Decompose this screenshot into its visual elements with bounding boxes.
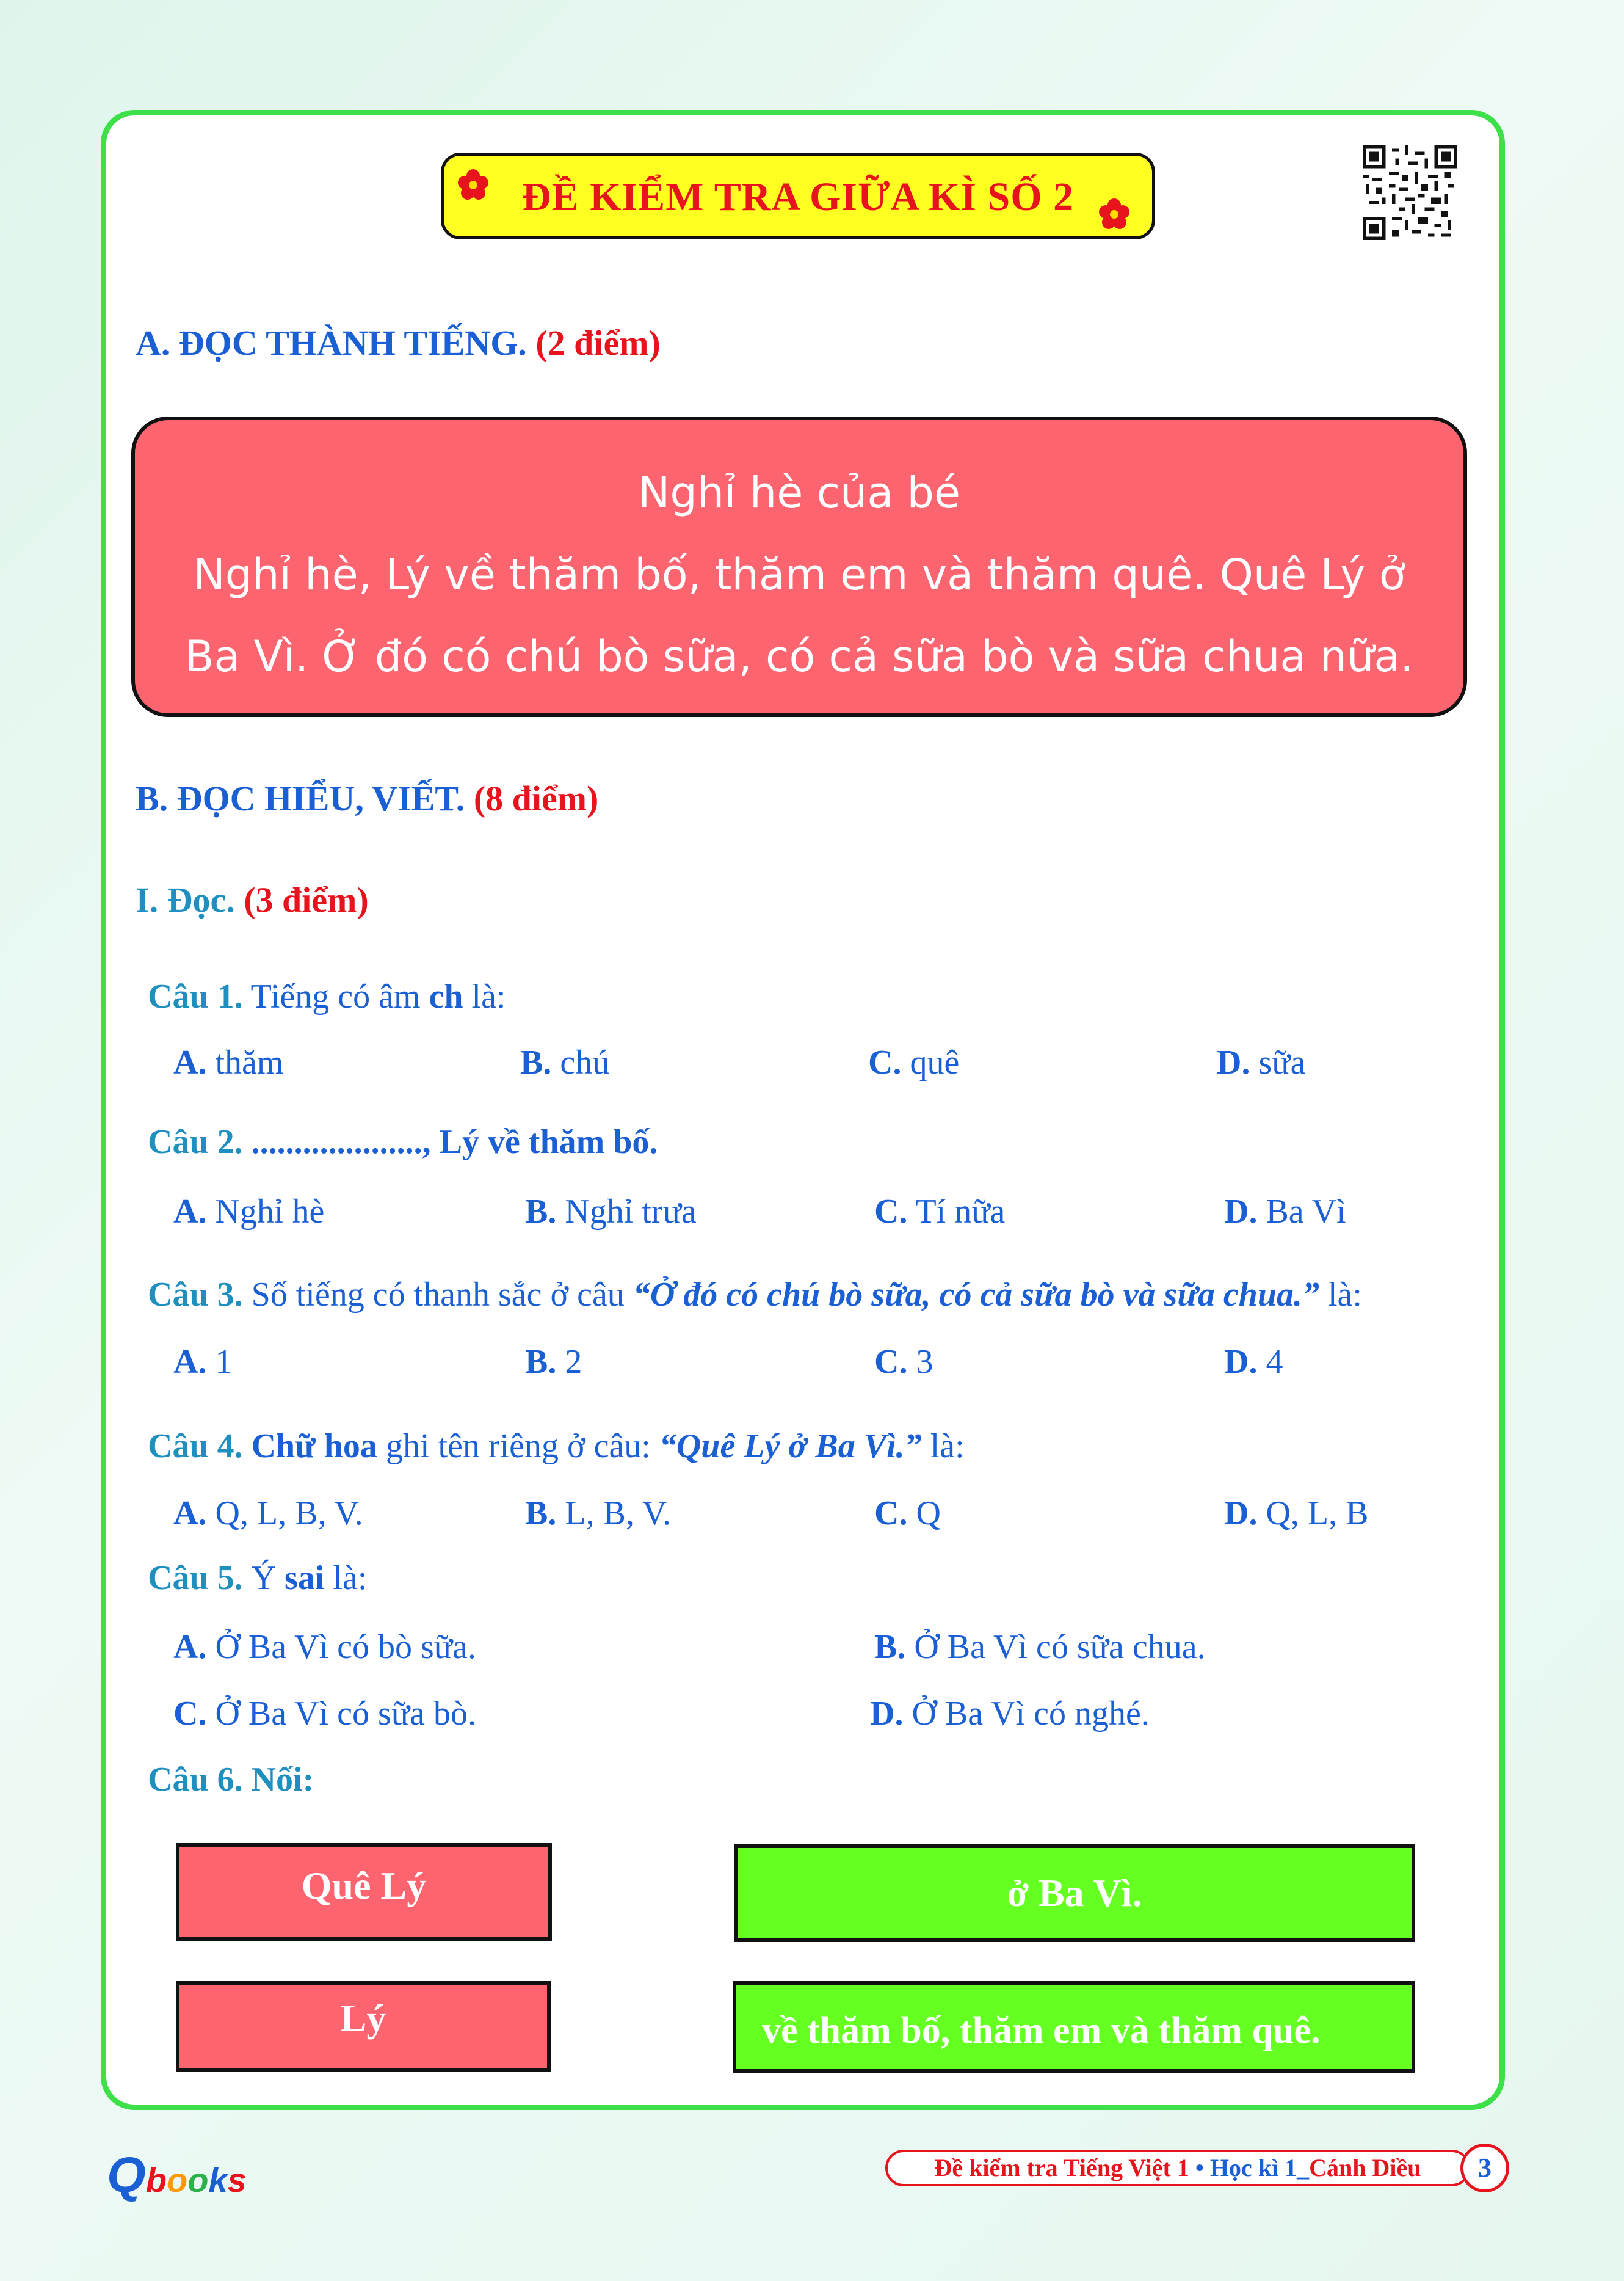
section-a-heading	[136, 322, 661, 363]
q4-option-b[interactable]: B. L, B, V.	[525, 1494, 672, 1532]
qr-code-icon	[1363, 145, 1457, 240]
question-6: Câu 6. Nối:	[148, 1761, 314, 1799]
part-i-label: I. Đọc.	[136, 880, 235, 920]
page-frame	[101, 110, 1505, 2110]
match-left-que-ly[interactable]: Quê Lý	[176, 1843, 552, 1941]
part-i-points: (3 điểm)	[244, 880, 369, 920]
passage-title: Nghỉ hè của bé	[637, 468, 961, 518]
section-b-heading	[136, 778, 598, 819]
q1-option-c[interactable]: C. quê	[868, 1044, 960, 1082]
match-right-o-ba-vi[interactable]: ở Ba Vì.	[734, 1844, 1415, 1942]
q2-option-a[interactable]: A. Nghỉ hè	[173, 1193, 325, 1231]
section-a-label: A. ĐỌC THÀNH TIẾNG.	[136, 323, 527, 363]
q5-option-a[interactable]: A. Ở Ba Vì có bò sữa.	[173, 1628, 476, 1666]
question-5: Câu 5. Ý sai là:	[148, 1559, 368, 1597]
passage-line-1: Nghỉ hè, Lý về thăm bố, thăm em và thăm quê. Quê Lý ở	[193, 550, 1405, 600]
q3-option-d[interactable]: D. 4	[1224, 1343, 1283, 1381]
part-i-heading	[136, 879, 369, 920]
q1-option-b[interactable]: B. chú	[520, 1044, 610, 1082]
q3-option-c[interactable]: C. 3	[874, 1343, 933, 1381]
question-4: Câu 4. Chữ hoa ghi tên riêng ở câu: “Quê Lý ở Ba Vì.” là:	[148, 1427, 965, 1465]
passage-line-2: Ba Vì. Ở đó có chú bò sữa, có cả sữa bò và sữa chua nữa.	[184, 631, 1414, 682]
reading-passage	[131, 417, 1467, 717]
section-b-label: B. ĐỌC HIỂU, VIẾT.	[136, 779, 465, 818]
q4-option-a[interactable]: A. Q, L, B, V.	[173, 1494, 363, 1532]
page-number: 3	[1460, 2144, 1509, 2192]
section-a-points: (2 điểm)	[535, 323, 661, 363]
question-3: Câu 3. Số tiếng có thanh sắc ở câu “Ở đó có chú bò sữa, có cả sữa bò và sữa chua.” là:	[148, 1276, 1362, 1314]
q4-option-c[interactable]: C. Q	[874, 1494, 941, 1532]
section-b-points: (8 điểm)	[473, 779, 599, 818]
qbooks-logo: Qbooks	[107, 2147, 247, 2203]
title-banner	[441, 153, 1155, 239]
q2-option-d[interactable]: D. Ba Vì	[1224, 1193, 1346, 1231]
match-left-ly[interactable]: Lý	[176, 1981, 551, 2072]
q5-option-c[interactable]: C. Ở Ba Vì có sữa bò.	[173, 1695, 476, 1733]
q3-option-a[interactable]: A. 1	[173, 1343, 233, 1381]
match-right-ve-tham[interactable]: về thăm bố, thăm em và thăm quê.	[733, 1981, 1415, 2073]
q2-option-c[interactable]: C. Tí nữa	[874, 1193, 1006, 1231]
q2-option-b[interactable]: B. Nghỉ trưa	[525, 1193, 697, 1231]
q5-option-d[interactable]: D. Ở Ba Vì có nghé.	[870, 1695, 1150, 1733]
footer-book-title: Đề kiểm tra Tiếng Việt 1 • Học kì 1_Cánh Diều	[885, 2150, 1470, 2186]
q4-option-d[interactable]: D. Q, L, B	[1224, 1494, 1369, 1532]
question-1: Câu 1. Tiếng có âm ch là:	[148, 978, 506, 1016]
flower-icon	[1097, 197, 1131, 231]
page-title: ĐỀ KIỂM TRA GIỮA KÌ SỐ 2	[521, 175, 1075, 219]
q1-option-d[interactable]: D. sữa	[1217, 1044, 1306, 1082]
question-2: Câu 2. ...................., Lý về thăm bố.	[148, 1123, 658, 1161]
q3-option-b[interactable]: B. 2	[525, 1343, 582, 1381]
q1-option-a[interactable]: A. thăm	[173, 1044, 284, 1082]
q5-option-b[interactable]: B. Ở Ba Vì có sữa chua.	[874, 1628, 1206, 1666]
